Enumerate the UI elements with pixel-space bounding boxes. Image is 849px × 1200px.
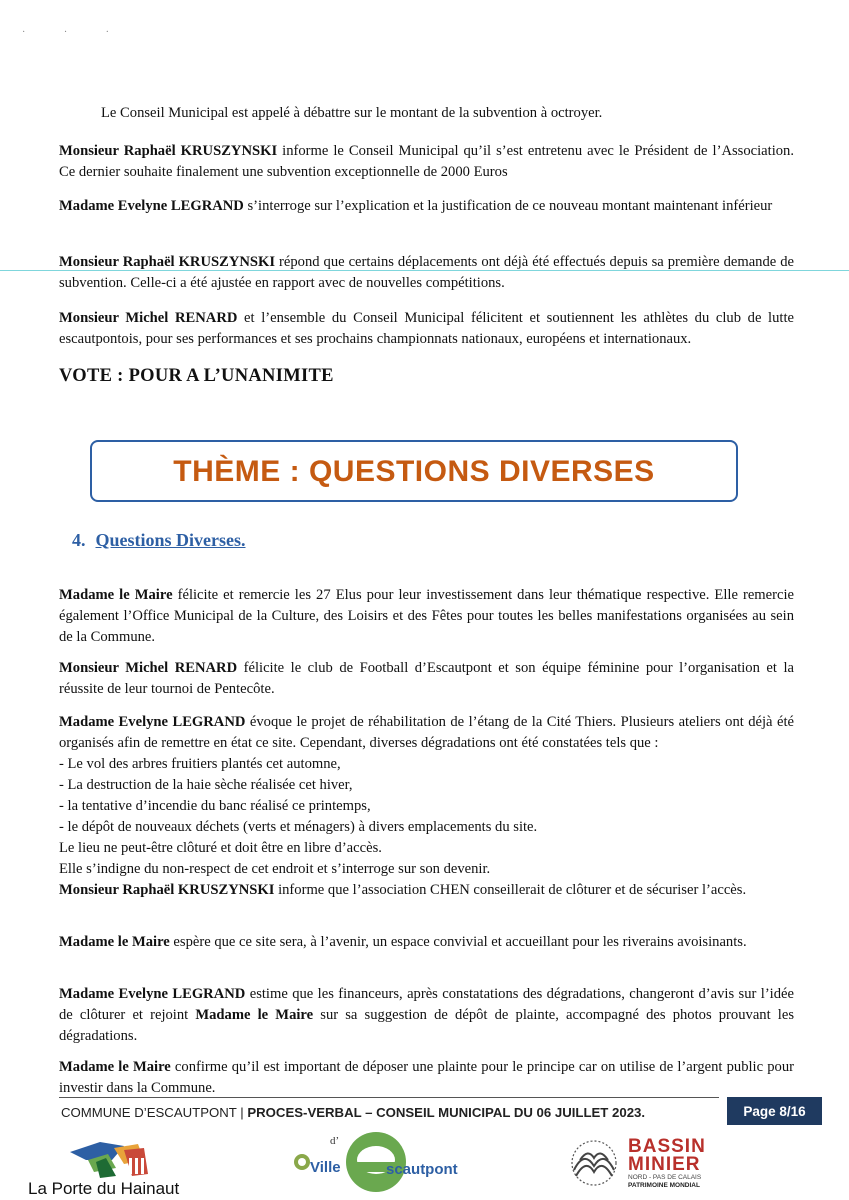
speaker-name: Monsieur Michel RENARD	[59, 310, 238, 326]
speaker-name: Monsieur Raphaël KRUSZYNSKI	[59, 143, 278, 159]
section-heading	[72, 530, 246, 551]
scan-artifact-dots: · · ·	[22, 27, 127, 38]
speaker-name: Monsieur Michel RENARD	[59, 660, 238, 676]
porte-du-hainaut-name: La Porte du Hainaut	[28, 1179, 180, 1198]
paragraph-text: s’interroge sur l’explication et la justification de ce nouveau montant maintenant inférieur	[243, 198, 773, 214]
speaker-name: Monsieur Raphaël KRUSZYNSKI	[59, 882, 275, 898]
page-number-badge: Page 8/16	[727, 1097, 822, 1125]
speaker-name: Madame le Maire	[59, 1059, 171, 1075]
list-item: - le dépôt de nouveaux déchets (verts et ménagers) à divers emplacements du site.	[59, 819, 538, 835]
section-number: 4.	[72, 530, 86, 550]
paragraph-debate: Le Conseil Municipal est appelé à débattre sur le montant de la subvention à octroyer.	[101, 105, 603, 121]
paragraph-text: sur sa suggestion de dépôt de plainte, accompagné des photos prouvant les dégradations.	[59, 1007, 794, 1044]
logo-escautpont-text: scautpont	[386, 1161, 458, 1178]
theme-title: THÈME : QUESTIONS DIVERSES	[173, 454, 655, 488]
logo-ville-text: Ville	[310, 1159, 341, 1176]
footer-title	[61, 1102, 645, 1123]
degradations-list	[59, 754, 799, 880]
theme-banner	[90, 440, 738, 502]
paragraph-kruszynski-1	[59, 141, 794, 183]
section-title: Questions Diverses.	[95, 530, 246, 550]
paragraph-renard-2	[59, 658, 794, 700]
paragraph-maire-2	[59, 932, 794, 953]
paragraph-text: félicite le club de Football d’Escautpont et son équipe féminine pour l’organisation et la réussite de leur tournoi de Pentecôte.	[59, 660, 794, 697]
paragraph-text: estime que les financeurs, après constatations des dégradations, changeront d’avis sur l’idée de clôturer et rejoint	[59, 986, 794, 1023]
region-text: NORD - PAS DE CALAIS	[628, 1174, 702, 1181]
list-item: Elle s’indigne du non-respect de cet endroit et s’interroge sur son devenir.	[59, 861, 491, 877]
paragraph-text: informe que l’association CHEN conseillerait de clôturer et de sécuriser l’accès.	[274, 882, 747, 898]
speaker-name: Madame le Maire	[59, 587, 173, 603]
paragraph-maire-3	[59, 1057, 794, 1099]
speaker-name: Monsieur Raphaël KRUSZYNSKI	[59, 254, 276, 270]
paragraph-text: et l’ensemble du Conseil Municipal félicitent et soutiennent les athlètes du club de lutte escautpontois, pour ses performances et ses prochains championnats nationaux, européens et internationaux.	[59, 310, 794, 347]
list-item: Le lieu ne peut-être clôturé et doit être en libre d’accès.	[59, 840, 382, 856]
ville-escautpont-logo	[288, 1128, 458, 1200]
vote-result: VOTE : POUR A L’UNANIMITE	[59, 366, 334, 386]
paragraph-legrand-2	[59, 712, 794, 754]
speaker-name: Madame Evelyne LEGRAND	[59, 198, 244, 214]
paragraph-legrand-3	[59, 984, 794, 1047]
paragraph-kruszynski-3	[59, 880, 794, 901]
paragraph-text: confirme qu’il est important de déposer une plainte pour le principe car on utilise de l’argent public pour investir dans la Commune.	[59, 1059, 794, 1096]
paragraph-text: informe le Conseil Municipal qu’il s’est entretenu avec le Président de l’Association. Ce dernier souhaite finalement une subvention exceptionnelle de 2000 Euros	[59, 143, 794, 180]
speaker-name: Madame le Maire	[195, 1007, 314, 1023]
paragraph-text: espère que ce site sera, à l’avenir, un espace convivial et accueillant pour les riverains avoisinants.	[169, 934, 747, 950]
paragraph-text: répond que certains déplacements ont déjà été effectués depuis sa première demande de subvention. Celle-ci a été ajustée en rapport avec de nouvelles compétitions.	[59, 254, 794, 291]
paragraph-legrand-1	[59, 196, 794, 217]
paragraph-text: évoque le projet de réhabilitation de l’étang de la Cité Thiers. Plusieurs ateliers ont déjà été organisés afin de remettre en état ce site. Cependant, diverses dégradations ont été constatées tels que :	[59, 714, 794, 751]
speaker-name: Madame le Maire	[59, 934, 170, 950]
list-item: - la tentative d’incendie du banc réalisé ce printemps,	[59, 798, 371, 814]
list-item: - La destruction de la haie sèche réalisée cet hiver,	[59, 777, 353, 793]
bassin-minier-text	[628, 1138, 706, 1190]
bassin-minier-emblem	[566, 1138, 626, 1188]
patrimoine-text: PATRIMOINE MONDIAL	[628, 1182, 700, 1189]
list-item: - Le vol des arbres fruitiers plantés cet automne,	[59, 756, 341, 772]
paragraph-kruszynski-2	[59, 252, 794, 294]
paragraph-maire-1	[59, 585, 794, 648]
speaker-name: Madame Evelyne LEGRAND	[59, 714, 246, 730]
footer-commune: COMMUNE D’ESCAUTPONT |	[61, 1105, 248, 1120]
footer-divider	[59, 1097, 719, 1098]
bassin-word: BASSIN	[628, 1136, 706, 1157]
speaker-name: Madame Evelyne LEGRAND	[59, 986, 246, 1002]
footer-document-title: PROCES-VERBAL – CONSEIL MUNICIPAL DU 06 JUILLET 2023.	[247, 1105, 646, 1120]
paragraph-renard-1	[59, 308, 794, 350]
paragraph-text: félicite et remercie les 27 Elus pour leur investissement dans leur thématique respective. Elle remercie également l’Office Municipal de la Culture, des Loisirs et des Fêtes pour toutes les belles manifestations organisées au sein de la Commune.	[59, 587, 795, 645]
logo-d-letters: d’	[330, 1135, 340, 1147]
minier-word: MINIER	[628, 1154, 701, 1175]
